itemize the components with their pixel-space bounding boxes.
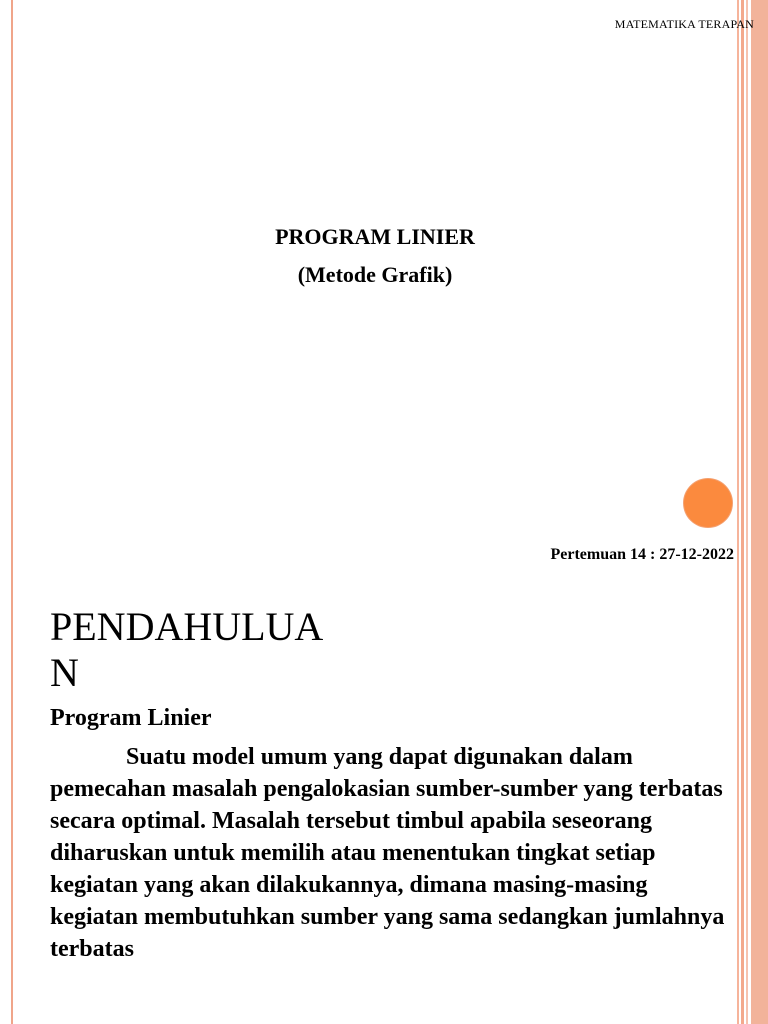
right-border-stripe <box>746 0 748 1024</box>
intro-paragraph: Suatu model umum yang dapat digunakan dalam pemecahan masalah pengalokasian sumber-sumber yang terbatas secara optimal. Masalah tersebut timbul apabila seseorang diharuskan untuk memilih atau menentukan tingkat setiap kegiatan yang akan dilakukannya, dimana masing-masing kegiatan membutuhkan sumber yang sama sedangkan jumlahnya terbatas <box>50 744 725 962</box>
slide-title: PROGRAM LINIER <box>275 224 475 249</box>
right-border-stripe <box>751 0 768 1024</box>
meeting-date: Pertemuan 14 : 27-12-2022 <box>550 546 734 563</box>
decorative-circle <box>684 479 732 527</box>
section-heading: PENDAHULUAN <box>50 604 324 695</box>
sub-heading: Program Linier <box>50 705 212 731</box>
right-border-stripe <box>741 0 744 1024</box>
right-border-stripe <box>737 0 739 1024</box>
slide-subtitle: (Metode Grafik) <box>297 262 453 287</box>
course-header: MATEMATIKA TERAPAN <box>614 17 754 31</box>
left-border-line <box>11 0 13 1024</box>
